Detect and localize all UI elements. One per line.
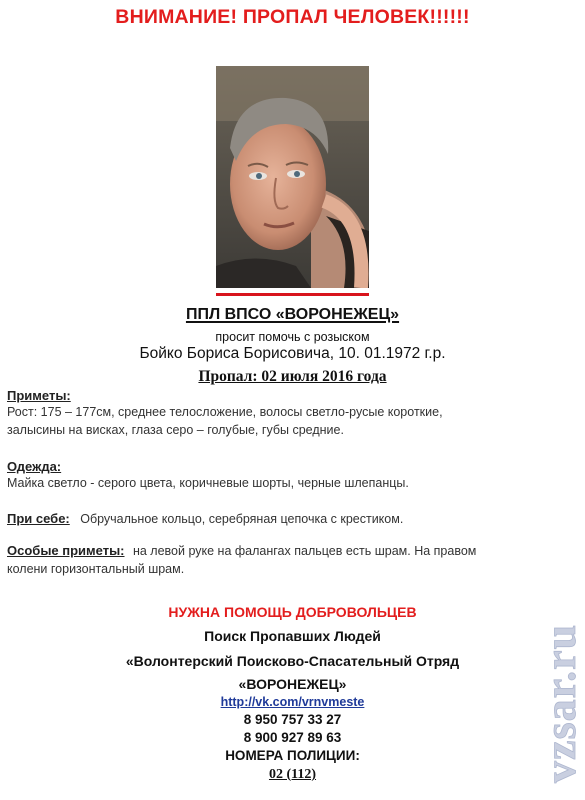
photo-underline	[216, 293, 369, 296]
signs-line-1: Рост: 175 – 177см, среднее телосложение, волосы светло-русые короткие,	[7, 405, 443, 419]
police-numbers: 02 (112)	[268, 767, 317, 782]
clothing-label: Одежда:	[7, 459, 62, 474]
clothing-text: Майка светло - серого цвета, коричневые шорты, черные шлепанцы.	[7, 476, 409, 490]
phone-2: 8 900 927 89 63	[243, 730, 342, 745]
svg-text:vzsar.ru: vzsar.ru	[537, 623, 585, 783]
person-name: Бойко Бориса Борисовича, 10. 01.1972 г.р.	[139, 345, 446, 362]
detachment-line: «Волонтерский Поисково-Спасательный Отряд	[125, 653, 460, 669]
watermark	[537, 458, 585, 788]
headline: ВНИМАНИЕ! ПРОПАЛ ЧЕЛОВЕК!!!!!!	[115, 6, 470, 28]
signs-label: Приметы:	[7, 388, 71, 403]
search-org: Поиск Пропавших Людей	[204, 628, 381, 644]
clothing-section	[7, 459, 537, 492]
vk-link[interactable]: http://vk.com/vrnvmeste	[220, 695, 365, 709]
phone-1: 8 950 757 33 27	[243, 712, 342, 727]
belongings-text: Обручальное кольцо, серебряная цепочка с крестиком.	[80, 512, 404, 526]
police-label: НОМЕРА ПОЛИЦИИ:	[225, 748, 360, 763]
signs-section	[7, 388, 537, 439]
special-label: Особые приметы:	[7, 543, 125, 558]
asks-help-text: просит помочь с розыском	[215, 330, 370, 344]
missing-since: Пропал: 02 июля 2016 года	[198, 368, 387, 385]
org-title: ППЛ ВПСО «ВОРОНЕЖЕЦ»	[185, 306, 400, 323]
special-signs-section	[7, 542, 537, 578]
special-line-1: на левой руке на фалангах пальцев есть шрам. На правом	[132, 544, 477, 558]
signs-line-2: залысины на висках, глаза серо – голубые, губы средние.	[7, 423, 344, 437]
person-photo	[216, 66, 369, 288]
special-line-2: колени горизонтальный шрам.	[7, 562, 185, 576]
need-volunteers: НУЖНА ПОМОЩЬ ДОБРОВОЛЬЦЕВ	[168, 604, 417, 620]
belongings-label: При себе:	[7, 511, 70, 526]
detachment-name: «ВОРОНЕЖЕЦ»	[238, 676, 347, 692]
belongings-section	[7, 510, 537, 528]
